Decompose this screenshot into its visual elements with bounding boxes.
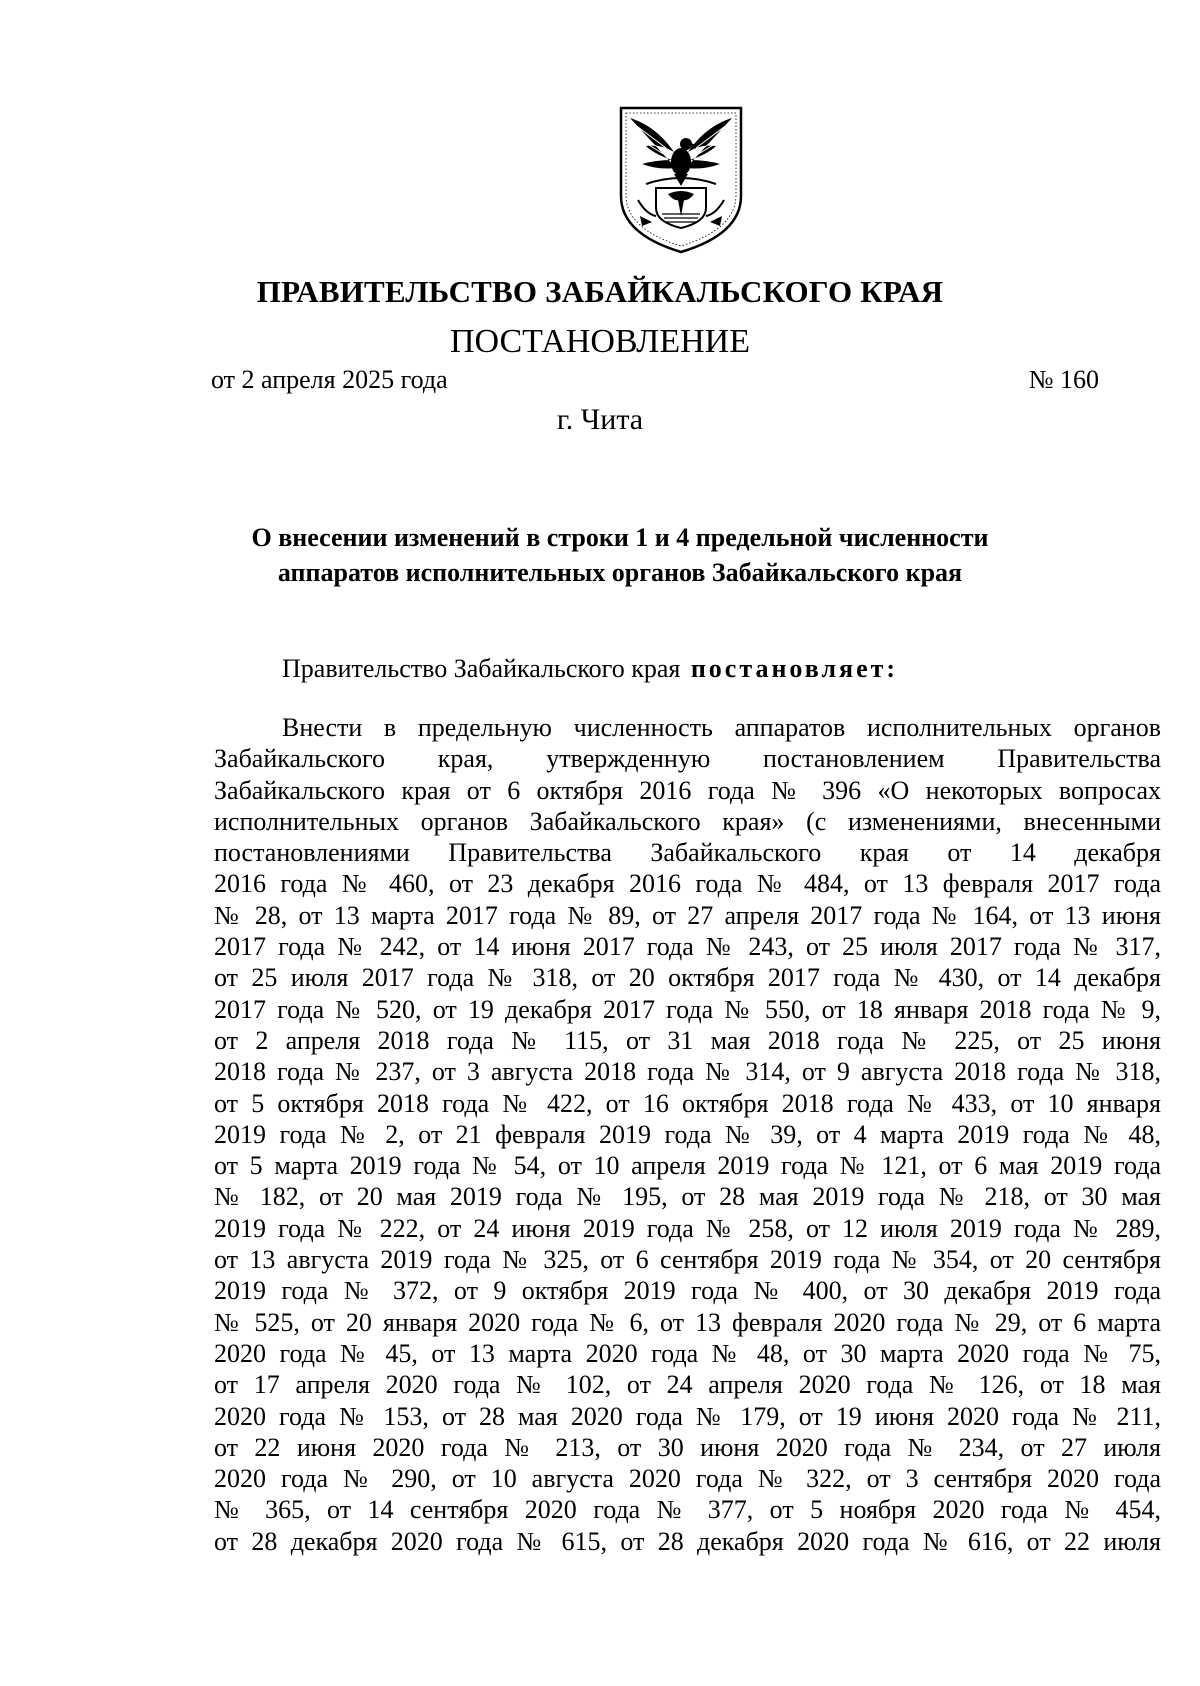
body-line: от 5 марта 2019 года № 54, от 10 апреля 2019 года № 121, от 6 мая 2019 года <box>214 1151 1161 1181</box>
decree-verb: постановляет: <box>690 654 899 683</box>
body-line: от 22 июня 2020 года № 213, от 30 июня 2020 года № 234, от 27 июля <box>214 1432 1161 1462</box>
body-line: 2020 года № 153, от 28 мая 2020 года № 179, от 19 июня 2020 года № 211, <box>214 1401 1161 1431</box>
body-line: постановлениями Правительства Забайкальского края от 14 декабря <box>214 838 1161 868</box>
document-type: ПОСТАНОВЛЕНИЕ <box>449 323 751 360</box>
body-line: исполнительных органов Забайкальского края» (с изменениями, внесенными <box>214 806 1161 836</box>
document-subject <box>220 520 1020 590</box>
document-number: № 160 <box>1028 365 1099 394</box>
document-body <box>214 712 1161 1557</box>
body-line: № 182, от 20 мая 2019 года № 195, от 28 мая 2019 года № 218, от 30 мая <box>214 1182 1161 1212</box>
body-line: 2020 года № 45, от 13 марта 2020 года № 48, от 30 марта 2020 года № 75, <box>214 1338 1161 1368</box>
document-date: от 2 апреля 2025 года <box>211 365 448 394</box>
body-line: от 5 октября 2018 года № 422, от 16 октября 2018 года № 433, от 10 января <box>214 1088 1161 1118</box>
body-line: № 28, от 13 марта 2017 года № 89, от 27 апреля 2017 года № 164, от 13 июня <box>214 900 1161 930</box>
body-line: 2019 года № 222, от 24 июня 2019 года № 258, от 12 июля 2019 года № 289, <box>214 1213 1161 1243</box>
decree-subject: Правительство Забайкальского края <box>282 654 681 683</box>
body-line: 2017 года № 520, от 19 декабря 2017 года № 550, от 18 января 2018 года № 9, <box>214 994 1161 1024</box>
body-line: 2020 года № 290, от 10 августа 2020 года № 322, от 3 сентября 2020 года <box>214 1464 1161 1494</box>
body-line: Внести в предельную численность аппаратов исполнительных органов <box>282 713 1161 742</box>
body-line: № 365, от 14 сентября 2020 года № 377, от 5 ноября 2020 года № 454, <box>214 1495 1161 1525</box>
body-line: Забайкальского края от 6 октября 2016 года № 396 «О некоторых вопросах <box>214 775 1161 805</box>
body-line: Забайкальского края, утвержденную постановлением Правительства <box>214 744 1161 774</box>
coat-of-arms-icon <box>616 104 746 256</box>
body-line: 2019 года № 2, от 21 февраля 2019 года № 39, от 4 марта 2019 года № 48, <box>214 1119 1161 1149</box>
document-city: г. Чита <box>556 403 644 436</box>
subject-line: О внесении изменений в строки 1 и 4 предельной численности <box>251 523 989 552</box>
body-line: от 13 августа 2019 года № 325, от 6 сентября 2019 года № 354, от 20 сентября <box>214 1245 1161 1275</box>
body-line: 2016 года № 460, от 23 декабря 2016 года № 484, от 13 февраля 2017 года <box>214 869 1161 899</box>
decree-statement <box>282 653 898 685</box>
body-line: 2017 года № 242, от 14 июня 2017 года № 243, от 25 июля 2017 года № 317, <box>214 932 1161 962</box>
body-line: 2018 года № 237, от 3 августа 2018 года № 314, от 9 августа 2018 года № 318, <box>214 1057 1161 1087</box>
government-title: ПРАВИТЕЛЬСТВО ЗАБАЙКАЛЬСКОГО КРАЯ <box>256 274 944 309</box>
body-line: № 525, от 20 января 2020 года № 6, от 13 февраля 2020 года № 29, от 6 марта <box>214 1307 1161 1337</box>
subject-line: аппаратов исполнительных органов Забайкальского края <box>277 558 963 587</box>
body-line: 2019 года № 372, от 9 октября 2019 года № 400, от 30 декабря 2019 года <box>214 1276 1161 1306</box>
body-line: от 28 декабря 2020 года № 615, от 28 декабря 2020 года № 616, от 22 июля <box>214 1526 1161 1556</box>
body-line: от 17 апреля 2020 года № 102, от 24 апреля 2020 года № 126, от 18 мая <box>214 1370 1161 1400</box>
body-line: от 2 апреля 2018 года № 115, от 31 мая 2018 года № 225, от 25 июня <box>214 1025 1161 1055</box>
body-line: от 25 июля 2017 года № 318, от 20 октября 2017 года № 430, от 14 декабря <box>214 963 1161 993</box>
